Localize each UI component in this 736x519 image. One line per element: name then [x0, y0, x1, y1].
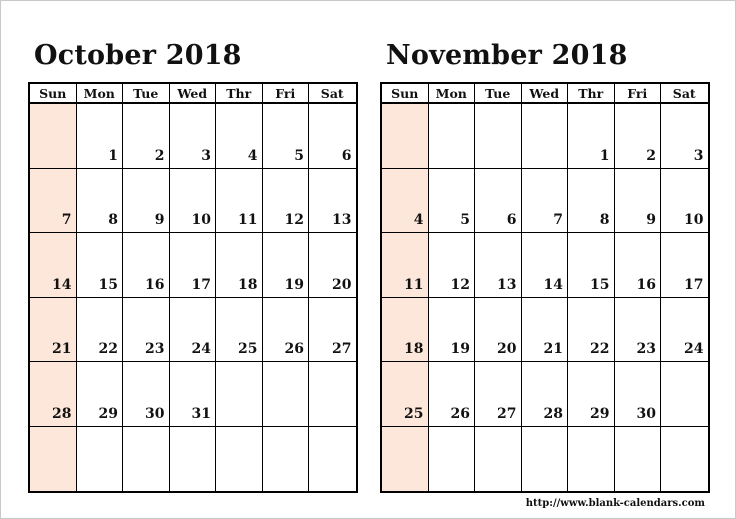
day-cell [77, 362, 124, 427]
day-cell [263, 427, 310, 492]
weekday-header: Tue [123, 84, 170, 104]
day-number: 12 [450, 276, 470, 293]
day-number: 8 [108, 212, 118, 228]
day-number: 13 [497, 276, 517, 293]
day-number: 10 [191, 212, 211, 228]
day-number: 24 [191, 341, 211, 357]
day-cell [170, 362, 217, 427]
day-cell [216, 298, 263, 363]
day-cell [216, 233, 263, 298]
day-cell [382, 169, 429, 234]
day-number: 7 [61, 212, 72, 228]
day-number: 11 [404, 276, 424, 293]
day-number: 1 [108, 147, 118, 164]
day-number: 25 [404, 405, 424, 422]
weekday-header: Sun [382, 84, 429, 104]
day-cell [522, 362, 569, 427]
day-number: 25 [238, 341, 258, 357]
day-number: 26 [284, 341, 304, 357]
day-number: 17 [191, 276, 211, 293]
month-calendar-october [28, 38, 358, 493]
day-cell [263, 169, 310, 234]
day-cell [170, 298, 217, 363]
day-cell [475, 104, 522, 169]
day-number: 4 [413, 212, 424, 228]
day-number: 27 [332, 341, 352, 357]
day-number: 31 [191, 405, 211, 422]
day-cell [30, 233, 77, 298]
day-cell [522, 104, 569, 169]
day-number: 13 [332, 212, 352, 228]
day-cell [661, 427, 708, 492]
day-cell [123, 169, 170, 234]
day-number: 3 [693, 147, 704, 164]
day-cell [263, 104, 310, 169]
day-cell [77, 233, 124, 298]
day-number: 9 [646, 212, 656, 228]
day-number: 3 [201, 147, 211, 164]
day-cell [568, 233, 615, 298]
day-cell [77, 427, 124, 492]
day-cell [661, 362, 708, 427]
day-cell [309, 427, 356, 492]
day-number: 2 [646, 147, 656, 164]
day-number: 19 [284, 276, 304, 293]
day-number: 26 [450, 405, 470, 422]
weekday-header: Wed [522, 84, 569, 104]
day-number: 21 [52, 341, 72, 357]
day-number: 22 [98, 341, 118, 357]
day-cell [475, 362, 522, 427]
day-cell [382, 233, 429, 298]
day-number: 6 [506, 212, 517, 228]
day-cell [475, 427, 522, 492]
day-cell [661, 233, 708, 298]
day-cell [615, 169, 662, 234]
day-number: 29 [98, 405, 118, 422]
day-cell [77, 298, 124, 363]
day-cell [123, 298, 170, 363]
day-cell [661, 104, 708, 169]
day-number: 23 [636, 341, 656, 357]
day-cell [77, 169, 124, 234]
day-cell [661, 169, 708, 234]
day-number: 10 [684, 212, 704, 228]
month-title: November 2018 [386, 40, 628, 71]
day-number: 7 [553, 212, 563, 228]
calendar-grid [380, 82, 710, 493]
day-cell [170, 104, 217, 169]
day-cell [522, 298, 569, 363]
day-cell [30, 169, 77, 234]
day-cell [77, 104, 124, 169]
weekday-header: Sat [661, 84, 708, 104]
day-cell [216, 104, 263, 169]
day-number: 17 [684, 276, 704, 293]
day-cell [429, 362, 476, 427]
day-number: 16 [636, 276, 656, 293]
weekday-header: Thr [216, 84, 263, 104]
weekday-header: Wed [170, 84, 217, 104]
day-cell [615, 298, 662, 363]
day-cell [263, 298, 310, 363]
day-cell [615, 233, 662, 298]
day-cell [382, 427, 429, 492]
day-cell [429, 298, 476, 363]
day-cell [429, 427, 476, 492]
day-cell [429, 233, 476, 298]
day-number: 5 [294, 147, 304, 164]
day-cell [429, 169, 476, 234]
day-cell [123, 104, 170, 169]
weekday-header: Sat [309, 84, 356, 104]
day-number: 18 [404, 341, 424, 357]
day-number: 5 [460, 212, 470, 228]
day-cell [615, 427, 662, 492]
day-cell [309, 169, 356, 234]
day-cell [30, 298, 77, 363]
day-number: 8 [599, 212, 610, 228]
day-cell [216, 169, 263, 234]
day-cell [568, 104, 615, 169]
day-cell [170, 169, 217, 234]
day-cell [309, 233, 356, 298]
day-cell [382, 362, 429, 427]
weekday-header: Fri [263, 84, 310, 104]
day-number: 6 [341, 147, 352, 164]
day-cell [216, 362, 263, 427]
day-number: 1 [599, 147, 610, 164]
day-number: 23 [145, 341, 165, 357]
day-cell [522, 427, 569, 492]
day-cell [123, 362, 170, 427]
day-number: 29 [590, 405, 610, 422]
footer-url[interactable]: http://www.blank-calendars.com [525, 498, 705, 509]
day-number: 14 [52, 276, 72, 293]
day-number: 16 [145, 276, 165, 293]
day-cell [615, 104, 662, 169]
day-number: 18 [238, 276, 258, 293]
weekday-header: Mon [77, 84, 124, 104]
day-number: 24 [684, 341, 704, 357]
day-cell [263, 362, 310, 427]
day-cell [429, 104, 476, 169]
weekday-header: Fri [615, 84, 662, 104]
day-cell [522, 233, 569, 298]
day-cell [123, 427, 170, 492]
day-cell [382, 104, 429, 169]
day-cell [170, 427, 217, 492]
day-cell [522, 169, 569, 234]
day-cell [475, 233, 522, 298]
day-cell [216, 427, 263, 492]
day-cell [475, 298, 522, 363]
day-number: 15 [98, 276, 118, 293]
day-number: 19 [450, 341, 470, 357]
day-cell [309, 298, 356, 363]
day-cell [615, 362, 662, 427]
day-number: 20 [497, 341, 517, 357]
day-cell [170, 233, 217, 298]
day-number: 12 [284, 212, 304, 228]
day-cell [123, 233, 170, 298]
day-number: 9 [154, 212, 165, 228]
day-number: 14 [543, 276, 563, 293]
day-cell [30, 427, 77, 492]
weekday-header: Thr [568, 84, 615, 104]
weekday-header: Mon [429, 84, 476, 104]
day-number: 21 [543, 341, 563, 357]
day-number: 11 [238, 212, 258, 228]
day-number: 30 [636, 405, 656, 422]
day-cell [30, 362, 77, 427]
day-cell [309, 104, 356, 169]
day-number: 28 [543, 405, 563, 422]
calendar-grid [28, 82, 358, 493]
day-cell [568, 362, 615, 427]
day-cell [309, 362, 356, 427]
day-number: 22 [590, 341, 610, 357]
day-number: 20 [332, 276, 352, 293]
day-cell [30, 104, 77, 169]
month-title: October 2018 [34, 40, 242, 71]
day-cell [568, 298, 615, 363]
weekday-header: Sun [30, 84, 77, 104]
day-number: 30 [145, 405, 165, 422]
month-calendar-november [380, 38, 710, 493]
day-number: 28 [52, 405, 72, 422]
day-number: 2 [154, 147, 165, 164]
day-cell [382, 298, 429, 363]
day-cell [263, 233, 310, 298]
day-cell [568, 427, 615, 492]
day-number: 15 [590, 276, 610, 293]
day-cell [475, 169, 522, 234]
weekday-header: Tue [475, 84, 522, 104]
day-cell [661, 298, 708, 363]
day-number: 4 [247, 147, 258, 164]
day-cell [568, 169, 615, 234]
day-number: 27 [497, 405, 517, 422]
